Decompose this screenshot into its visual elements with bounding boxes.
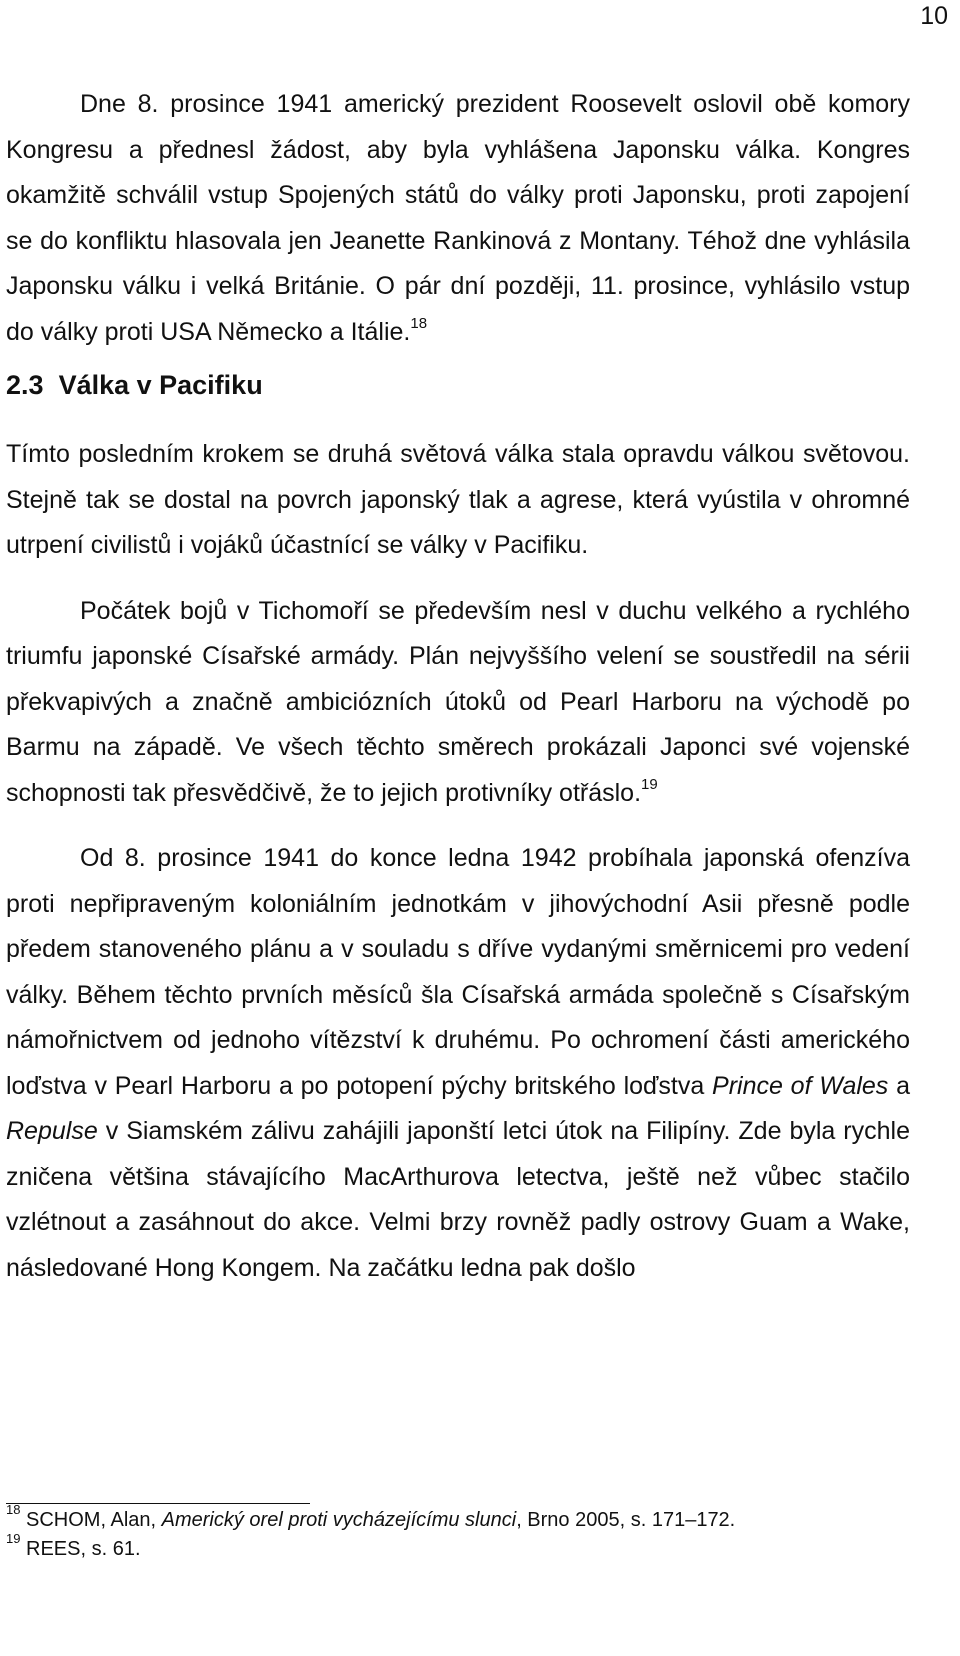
footnote-18 [6, 1502, 910, 1535]
section-title: Válka v Pacifiku [58, 370, 263, 400]
footnote-number: 18 [6, 1502, 21, 1518]
footnote-text: REES, s. 61. [20, 1538, 141, 1560]
paragraph-text: Počátek bojů v Tichomoří se především nesl v duchu velkého a rychlého triumfu japonské Císařské armády. Plán nejvyššího velení se soustředil na sérii překvapivých a značně ambiciózních útoků od Pearl Harboru na východě po Barmu na západě. Ve všech těchto směrech prokázali Japonci své vojenské schopnosti tak přesvědčivě, že to jejich protivníky otřáslo. [6, 596, 910, 807]
paragraph-text: v Siamském zálivu zahájili japonští letci útok na Filipíny. Zde byla rychle zničena většina stávajícího MacArthurova letectva, ještě než vůbec stačilo vzlétnout a zasáhnout do akce. Velmi brzy rovněž padly ostrovy Guam a Wake, následované Hong Kongem. Na začátku ledna pak došlo [6, 1117, 910, 1282]
conjunction: a [888, 1071, 910, 1100]
section-heading [6, 365, 910, 405]
footnote-19 [6, 1531, 910, 1564]
footnote-text: , Brno 2005, s. 171–172. [516, 1509, 736, 1531]
paragraph-text: Od 8. prosince 1941 do konce ledna 1942 probíhala japonská ofenzíva proti nepřipraveným koloniálním jednotkám v jihovýchodní Asii přesně podle předem stanoveného plánu a v souladu s dříve vydanými směrnicemi pro vedení války. Během těchto prvních měsíců šla Císařská armáda společně s Císařským námořnictvem od jednoho vítězství k druhému. Po ochromení části amerického loďstva v Pearl Harboru a po potopení pýchy britského loďstva [6, 844, 910, 1100]
page-number: 10 [920, 2, 948, 30]
paragraph-pacific-start [6, 589, 910, 817]
footnote-text: SCHOM, Alan, [20, 1509, 162, 1531]
document-body [6, 82, 910, 1291]
paragraph-offensive [6, 836, 910, 1291]
footnote-ref-18[interactable]: 18 [410, 315, 428, 333]
ship-name: Repulse [6, 1117, 98, 1145]
footnote-separator [6, 1503, 310, 1504]
footnotes [6, 1502, 910, 1564]
footnote-book-title: Americký orel proti vycházejícímu slunci [161, 1509, 517, 1531]
ship-name: Prince of Wales [712, 1071, 889, 1100]
paragraph-world-war: Tímto posledním krokem se druhá světová válka stala opravdu válkou světovou. Stejně tak se dostal na povrch japonský tlak a agrese, která vyústila v ohromné utrpení civilistů i vojáků účastnící se války v Pacifiku. [6, 440, 910, 559]
footnote-ref-19[interactable]: 19 [641, 776, 658, 794]
paragraph-roosevelt [6, 82, 910, 355]
footnote-number: 19 [6, 1531, 21, 1547]
paragraph-text: Dne 8. prosince 1941 americký prezident Roosevelt oslovil obě komory Kongresu a přednesl žádost, aby byla vyhlášena Japonsku válka. Kongres okamžitě schválil vstup Spojených států do války proti Japonsku, proti zapojení se do konfliktu hlasovala jen Jeanette Rankinová z Montany. Téhož dne vyhlásila Japonsku válku i velká Británie. O pár dní později, 11. prosince, vyhlásilo vstup do války proti USA Německo a Itálie. [6, 90, 910, 346]
section-number: 2.3 [6, 370, 44, 400]
